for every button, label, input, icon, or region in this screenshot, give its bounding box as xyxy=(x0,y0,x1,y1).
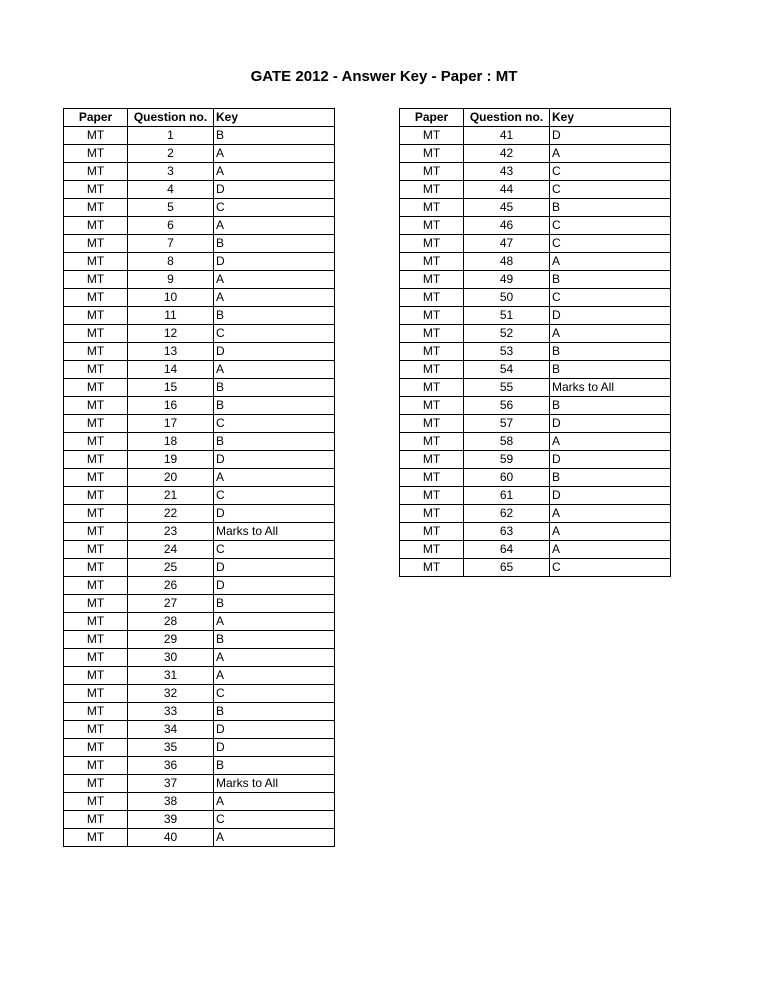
paper-cell: MT xyxy=(64,775,128,793)
table-row xyxy=(400,361,671,379)
table-row xyxy=(64,505,335,523)
table-row xyxy=(400,379,671,397)
question-no-cell: 36 xyxy=(128,757,214,775)
question-no-cell: 1 xyxy=(128,127,214,145)
table-row xyxy=(64,631,335,649)
question-no-cell: 56 xyxy=(464,397,550,415)
header-question-no: Question no. xyxy=(464,109,550,127)
key-cell: C xyxy=(214,541,335,559)
paper-cell: MT xyxy=(400,235,464,253)
paper-cell: MT xyxy=(400,289,464,307)
table-row xyxy=(64,397,335,415)
table-row xyxy=(64,451,335,469)
key-cell: D xyxy=(550,415,671,433)
paper-cell: MT xyxy=(64,739,128,757)
paper-cell: MT xyxy=(64,253,128,271)
key-cell: C xyxy=(550,559,671,577)
key-cell: B xyxy=(214,379,335,397)
question-no-cell: 10 xyxy=(128,289,214,307)
question-no-cell: 18 xyxy=(128,433,214,451)
table-row xyxy=(400,199,671,217)
table-row xyxy=(400,271,671,289)
paper-cell: MT xyxy=(400,127,464,145)
paper-cell: MT xyxy=(400,217,464,235)
header-key: Key xyxy=(214,109,335,127)
table-row xyxy=(64,523,335,541)
table-row xyxy=(64,307,335,325)
key-cell: C xyxy=(550,181,671,199)
question-no-cell: 15 xyxy=(128,379,214,397)
table-row xyxy=(64,235,335,253)
paper-cell: MT xyxy=(64,181,128,199)
key-cell: A xyxy=(214,613,335,631)
paper-cell: MT xyxy=(400,307,464,325)
question-no-cell: 31 xyxy=(128,667,214,685)
paper-cell: MT xyxy=(64,145,128,163)
table-row xyxy=(400,469,671,487)
question-no-cell: 54 xyxy=(464,361,550,379)
table-row xyxy=(64,487,335,505)
table-row xyxy=(64,667,335,685)
table-row xyxy=(400,523,671,541)
paper-cell: MT xyxy=(64,163,128,181)
question-no-cell: 4 xyxy=(128,181,214,199)
table-row xyxy=(400,559,671,577)
question-no-cell: 41 xyxy=(464,127,550,145)
question-no-cell: 37 xyxy=(128,775,214,793)
key-cell: B xyxy=(214,757,335,775)
key-cell: B xyxy=(550,343,671,361)
paper-cell: MT xyxy=(64,289,128,307)
table-row xyxy=(64,415,335,433)
question-no-cell: 61 xyxy=(464,487,550,505)
paper-cell: MT xyxy=(64,811,128,829)
table-row xyxy=(64,325,335,343)
header-paper: Paper xyxy=(400,109,464,127)
header-paper: Paper xyxy=(64,109,128,127)
table-row xyxy=(400,253,671,271)
paper-cell: MT xyxy=(64,721,128,739)
table-row xyxy=(64,145,335,163)
table-row xyxy=(400,451,671,469)
table-row xyxy=(400,487,671,505)
question-no-cell: 62 xyxy=(464,505,550,523)
question-no-cell: 30 xyxy=(128,649,214,667)
question-no-cell: 3 xyxy=(128,163,214,181)
table-row xyxy=(64,739,335,757)
paper-cell: MT xyxy=(400,163,464,181)
key-cell: D xyxy=(550,307,671,325)
key-cell: A xyxy=(214,469,335,487)
table-row xyxy=(64,595,335,613)
key-cell: D xyxy=(214,343,335,361)
answer-key-table-right xyxy=(399,108,671,577)
key-cell: A xyxy=(214,649,335,667)
table-row xyxy=(64,757,335,775)
paper-cell: MT xyxy=(64,397,128,415)
paper-cell: MT xyxy=(64,577,128,595)
question-no-cell: 29 xyxy=(128,631,214,649)
key-cell: C xyxy=(214,199,335,217)
key-cell: A xyxy=(214,667,335,685)
question-no-cell: 23 xyxy=(128,523,214,541)
question-no-cell: 50 xyxy=(464,289,550,307)
question-no-cell: 60 xyxy=(464,469,550,487)
key-cell: A xyxy=(214,271,335,289)
paper-cell: MT xyxy=(400,145,464,163)
paper-cell: MT xyxy=(64,757,128,775)
question-no-cell: 27 xyxy=(128,595,214,613)
key-cell: Marks to All xyxy=(214,775,335,793)
key-cell: B xyxy=(214,397,335,415)
paper-cell: MT xyxy=(400,415,464,433)
paper-cell: MT xyxy=(400,523,464,541)
table-row xyxy=(64,163,335,181)
paper-cell: MT xyxy=(400,397,464,415)
key-cell: D xyxy=(214,181,335,199)
paper-cell: MT xyxy=(64,217,128,235)
key-cell: C xyxy=(550,235,671,253)
question-no-cell: 49 xyxy=(464,271,550,289)
key-cell: Marks to All xyxy=(550,379,671,397)
key-cell: A xyxy=(214,145,335,163)
key-cell: A xyxy=(550,253,671,271)
question-no-cell: 45 xyxy=(464,199,550,217)
question-no-cell: 52 xyxy=(464,325,550,343)
question-no-cell: 42 xyxy=(464,145,550,163)
key-cell: A xyxy=(214,289,335,307)
question-no-cell: 14 xyxy=(128,361,214,379)
table-row xyxy=(64,613,335,631)
question-no-cell: 17 xyxy=(128,415,214,433)
question-no-cell: 7 xyxy=(128,235,214,253)
question-no-cell: 65 xyxy=(464,559,550,577)
paper-cell: MT xyxy=(64,685,128,703)
paper-cell: MT xyxy=(64,361,128,379)
question-no-cell: 28 xyxy=(128,613,214,631)
paper-cell: MT xyxy=(64,541,128,559)
page-title: GATE 2012 - Answer Key - Paper : MT xyxy=(250,68,518,85)
question-no-cell: 47 xyxy=(464,235,550,253)
paper-cell: MT xyxy=(64,523,128,541)
key-cell: B xyxy=(550,397,671,415)
key-cell: D xyxy=(214,721,335,739)
table-row xyxy=(64,559,335,577)
key-cell: B xyxy=(214,307,335,325)
key-cell: D xyxy=(550,487,671,505)
table-row xyxy=(400,325,671,343)
key-cell: B xyxy=(214,703,335,721)
question-no-cell: 11 xyxy=(128,307,214,325)
answer-key-table-left xyxy=(63,108,335,847)
key-cell: Marks to All xyxy=(214,523,335,541)
key-cell: D xyxy=(550,127,671,145)
question-no-cell: 26 xyxy=(128,577,214,595)
question-no-cell: 40 xyxy=(128,829,214,847)
key-cell: D xyxy=(550,451,671,469)
table-row xyxy=(400,415,671,433)
paper-cell: MT xyxy=(400,433,464,451)
question-no-cell: 48 xyxy=(464,253,550,271)
key-cell: A xyxy=(550,541,671,559)
key-cell: D xyxy=(214,559,335,577)
question-no-cell: 12 xyxy=(128,325,214,343)
paper-cell: MT xyxy=(64,559,128,577)
paper-cell: MT xyxy=(400,343,464,361)
header-question-no: Question no. xyxy=(128,109,214,127)
question-no-cell: 57 xyxy=(464,415,550,433)
table-row xyxy=(64,433,335,451)
key-cell: A xyxy=(550,325,671,343)
question-no-cell: 64 xyxy=(464,541,550,559)
table-row xyxy=(64,775,335,793)
key-cell: B xyxy=(214,235,335,253)
paper-cell: MT xyxy=(400,505,464,523)
table-row xyxy=(400,163,671,181)
table-row xyxy=(400,343,671,361)
table-row xyxy=(64,127,335,145)
paper-cell: MT xyxy=(400,469,464,487)
question-no-cell: 59 xyxy=(464,451,550,469)
table-row xyxy=(64,271,335,289)
paper-cell: MT xyxy=(400,199,464,217)
key-cell: A xyxy=(214,829,335,847)
table-row xyxy=(64,577,335,595)
paper-cell: MT xyxy=(64,379,128,397)
question-no-cell: 46 xyxy=(464,217,550,235)
table-header-row xyxy=(64,109,335,127)
key-cell: C xyxy=(214,415,335,433)
question-no-cell: 9 xyxy=(128,271,214,289)
key-cell: A xyxy=(550,523,671,541)
paper-cell: MT xyxy=(64,307,128,325)
table-row xyxy=(64,793,335,811)
question-no-cell: 19 xyxy=(128,451,214,469)
question-no-cell: 63 xyxy=(464,523,550,541)
table-row xyxy=(400,505,671,523)
question-no-cell: 16 xyxy=(128,397,214,415)
key-cell: C xyxy=(214,811,335,829)
table-row xyxy=(64,343,335,361)
key-cell: C xyxy=(550,163,671,181)
table-row xyxy=(400,307,671,325)
table-row xyxy=(64,541,335,559)
question-no-cell: 25 xyxy=(128,559,214,577)
question-no-cell: 51 xyxy=(464,307,550,325)
paper-cell: MT xyxy=(400,379,464,397)
table-row xyxy=(400,541,671,559)
table-header-row xyxy=(400,109,671,127)
question-no-cell: 33 xyxy=(128,703,214,721)
question-no-cell: 13 xyxy=(128,343,214,361)
paper-cell: MT xyxy=(64,613,128,631)
question-no-cell: 2 xyxy=(128,145,214,163)
key-cell: A xyxy=(214,163,335,181)
key-cell: D xyxy=(214,739,335,757)
key-cell: A xyxy=(214,793,335,811)
question-no-cell: 38 xyxy=(128,793,214,811)
question-no-cell: 6 xyxy=(128,217,214,235)
key-cell: C xyxy=(550,217,671,235)
table-row xyxy=(400,127,671,145)
key-cell: B xyxy=(214,595,335,613)
paper-cell: MT xyxy=(64,433,128,451)
question-no-cell: 43 xyxy=(464,163,550,181)
paper-cell: MT xyxy=(64,829,128,847)
question-no-cell: 8 xyxy=(128,253,214,271)
paper-cell: MT xyxy=(64,487,128,505)
table-row xyxy=(400,181,671,199)
table-row xyxy=(64,199,335,217)
table-row xyxy=(64,829,335,847)
table-row xyxy=(400,145,671,163)
key-cell: D xyxy=(214,505,335,523)
table-row xyxy=(64,721,335,739)
paper-cell: MT xyxy=(64,127,128,145)
question-no-cell: 5 xyxy=(128,199,214,217)
table-row xyxy=(64,811,335,829)
paper-cell: MT xyxy=(64,649,128,667)
paper-cell: MT xyxy=(400,325,464,343)
paper-cell: MT xyxy=(64,631,128,649)
key-cell: A xyxy=(214,217,335,235)
table-row xyxy=(64,703,335,721)
table-row xyxy=(64,685,335,703)
table-row xyxy=(400,397,671,415)
table-row xyxy=(400,235,671,253)
paper-cell: MT xyxy=(64,199,128,217)
paper-cell: MT xyxy=(400,451,464,469)
table-row xyxy=(64,379,335,397)
paper-cell: MT xyxy=(64,415,128,433)
table-row xyxy=(64,253,335,271)
key-cell: C xyxy=(214,487,335,505)
question-no-cell: 20 xyxy=(128,469,214,487)
table-row xyxy=(64,469,335,487)
question-no-cell: 39 xyxy=(128,811,214,829)
key-cell: B xyxy=(214,433,335,451)
paper-cell: MT xyxy=(400,487,464,505)
key-cell: A xyxy=(214,361,335,379)
paper-cell: MT xyxy=(64,271,128,289)
table-row xyxy=(400,289,671,307)
table-row xyxy=(64,181,335,199)
key-cell: D xyxy=(214,253,335,271)
paper-cell: MT xyxy=(64,793,128,811)
key-cell: B xyxy=(214,631,335,649)
table-row xyxy=(64,289,335,307)
key-cell: D xyxy=(214,577,335,595)
key-cell: B xyxy=(550,271,671,289)
key-cell: B xyxy=(550,199,671,217)
question-no-cell: 21 xyxy=(128,487,214,505)
table-row xyxy=(400,433,671,451)
paper-cell: MT xyxy=(64,451,128,469)
key-cell: C xyxy=(550,289,671,307)
key-cell: C xyxy=(214,325,335,343)
paper-cell: MT xyxy=(64,235,128,253)
paper-cell: MT xyxy=(400,181,464,199)
table-row xyxy=(64,649,335,667)
paper-cell: MT xyxy=(400,253,464,271)
paper-cell: MT xyxy=(400,559,464,577)
paper-cell: MT xyxy=(64,667,128,685)
key-cell: A xyxy=(550,433,671,451)
question-no-cell: 22 xyxy=(128,505,214,523)
paper-cell: MT xyxy=(64,343,128,361)
key-cell: C xyxy=(214,685,335,703)
paper-cell: MT xyxy=(400,361,464,379)
question-no-cell: 24 xyxy=(128,541,214,559)
question-no-cell: 34 xyxy=(128,721,214,739)
table-row xyxy=(64,361,335,379)
key-cell: B xyxy=(550,361,671,379)
question-no-cell: 58 xyxy=(464,433,550,451)
question-no-cell: 35 xyxy=(128,739,214,757)
paper-cell: MT xyxy=(64,703,128,721)
paper-cell: MT xyxy=(64,505,128,523)
paper-cell: MT xyxy=(400,271,464,289)
question-no-cell: 53 xyxy=(464,343,550,361)
paper-cell: MT xyxy=(64,469,128,487)
key-cell: A xyxy=(550,145,671,163)
key-cell: A xyxy=(550,505,671,523)
table-row xyxy=(64,217,335,235)
question-no-cell: 32 xyxy=(128,685,214,703)
header-key: Key xyxy=(550,109,671,127)
key-cell: B xyxy=(550,469,671,487)
table-row xyxy=(400,217,671,235)
question-no-cell: 55 xyxy=(464,379,550,397)
question-no-cell: 44 xyxy=(464,181,550,199)
key-cell: D xyxy=(214,451,335,469)
paper-cell: MT xyxy=(400,541,464,559)
paper-cell: MT xyxy=(64,325,128,343)
key-cell: B xyxy=(214,127,335,145)
paper-cell: MT xyxy=(64,595,128,613)
